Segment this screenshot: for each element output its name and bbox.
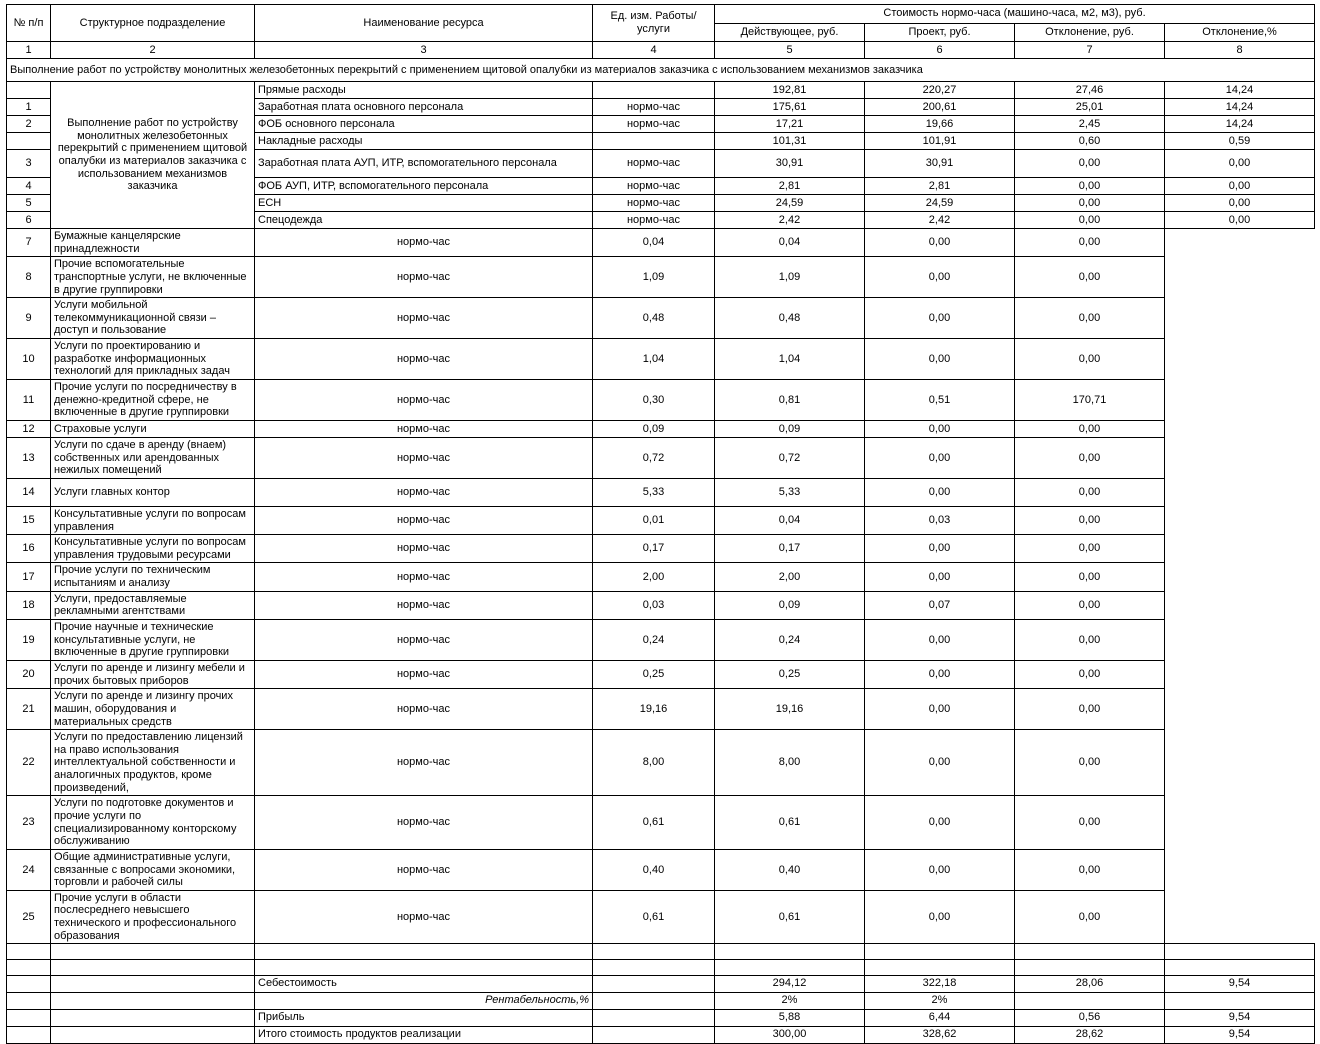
resource-name: Услуги по аренде и лизингу мебели и прочих бытовых приборов [51, 660, 255, 688]
value-pct: 0,00 [1165, 150, 1315, 178]
value-cur: 0,17 [593, 535, 715, 563]
resource-name: Общие административные услуги, связанные с вопросами экономики, торговли и рабочей силы [51, 849, 255, 890]
spacer-cell [865, 944, 1015, 960]
resource-name: Заработная плата основного персонала [255, 99, 593, 116]
row-number: 25 [7, 890, 51, 944]
row-number: 15 [7, 506, 51, 534]
row-number: 3 [7, 150, 51, 178]
unit-cell: нормо-час [255, 478, 593, 506]
value-pct: 14,24 [1165, 99, 1315, 116]
resource-name: Услуги по подготовке документов и прочие услуги по специализированному конторскому обслуживанию [51, 796, 255, 850]
resource-name: ФОБ основного персонала [255, 116, 593, 133]
value-dev: 0,00 [1015, 150, 1165, 178]
spacer-cell [7, 960, 51, 976]
resource-name: Услуги мобильной телекоммуникационной связи – доступ и пользование [51, 298, 255, 339]
row-number: 16 [7, 535, 51, 563]
value-proj: 0,25 [715, 660, 865, 688]
header-cell-no: № п/п [7, 5, 51, 42]
value-dev: 0,00 [865, 339, 1015, 380]
value-dev: 0,51 [865, 380, 1015, 421]
value-cur: 1,04 [593, 339, 715, 380]
value-cur: 24,59 [715, 195, 865, 212]
spacer-cell [51, 960, 255, 976]
total-value-cur: 2% [715, 992, 865, 1009]
value-proj: 0,17 [715, 535, 865, 563]
total-value-cur: 300,00 [715, 1026, 865, 1043]
value-pct: 0,00 [1015, 620, 1165, 661]
value-dev: 0,00 [865, 730, 1015, 796]
resource-name: Услуги по сдаче в аренду (внаем) собственных или арендованных нежилых помещений [51, 437, 255, 478]
value-cur: 0,72 [593, 437, 715, 478]
row-number: 6 [7, 212, 51, 229]
resource-name: Услуги по аренде и лизингу прочих машин, оборудования и материальных средств [51, 689, 255, 730]
department-cell-empty [51, 1026, 255, 1043]
table-row [7, 620, 1315, 661]
unit-cell: нормо-час [255, 849, 593, 890]
unit-cell: нормо-час [255, 437, 593, 478]
header-cell-department: Структурное подразделение [51, 5, 255, 42]
value-dev: 0,00 [865, 437, 1015, 478]
row-number: 18 [7, 591, 51, 619]
total-value-proj: 6,44 [865, 1009, 1015, 1026]
header-cell-resource: Наименование ресурса [255, 5, 593, 42]
value-dev: 27,46 [1015, 82, 1165, 99]
value-pct: 0,00 [1015, 339, 1165, 380]
value-proj: 2,00 [715, 563, 865, 591]
row-number: 21 [7, 689, 51, 730]
column-number: 1 [7, 42, 51, 59]
total-label: Прибыль [255, 1009, 593, 1026]
unit-cell [593, 1009, 715, 1026]
resource-name: Прямые расходы [255, 82, 593, 99]
resource-name: Прочие услуги по техническим испытаниям и анализу [51, 563, 255, 591]
row-number [7, 975, 51, 992]
value-dev: 0,03 [865, 506, 1015, 534]
total-value-dev: 28,06 [1015, 975, 1165, 992]
value-cur: 0,61 [593, 890, 715, 944]
value-pct: 0,00 [1015, 535, 1165, 563]
unit-cell: нормо-час [593, 116, 715, 133]
value-dev: 2,45 [1015, 116, 1165, 133]
unit-cell [593, 975, 715, 992]
value-pct: 0,00 [1165, 195, 1315, 212]
spacer-cell [1165, 960, 1315, 976]
value-proj: 0,04 [715, 229, 865, 257]
value-proj: 19,16 [715, 689, 865, 730]
value-cur: 8,00 [593, 730, 715, 796]
row-number: 14 [7, 478, 51, 506]
value-pct: 14,24 [1165, 82, 1315, 99]
spacer-cell [865, 960, 1015, 976]
header-cell-cost-group: Стоимость нормо-часа (машино-часа, м2, м3), руб. [715, 5, 1315, 24]
table-row [7, 660, 1315, 688]
column-number: 8 [1165, 42, 1315, 59]
value-cur: 175,61 [715, 99, 865, 116]
row-number: 9 [7, 298, 51, 339]
value-pct: 0,00 [1165, 212, 1315, 229]
resource-name: Услуги по проектированию и разработке информационных технологий для прикладных задач [51, 339, 255, 380]
row-number: 19 [7, 620, 51, 661]
total-value-dev: 0,56 [1015, 1009, 1165, 1026]
value-cur: 0,61 [593, 796, 715, 850]
total-value-pct: 9,54 [1165, 1009, 1315, 1026]
total-value-pct: 9,54 [1165, 975, 1315, 992]
value-proj: 0,40 [715, 849, 865, 890]
value-proj: 0,09 [715, 591, 865, 619]
table-header-row [7, 5, 1315, 24]
column-number-row [7, 42, 1315, 59]
value-dev: 0,00 [865, 478, 1015, 506]
total-value-proj: 328,62 [865, 1026, 1015, 1043]
value-proj: 101,91 [865, 133, 1015, 150]
value-proj: 0,09 [715, 420, 865, 437]
column-number: 2 [51, 42, 255, 59]
value-cur: 192,81 [715, 82, 865, 99]
value-proj: 0,72 [715, 437, 865, 478]
value-dev: 0,00 [865, 796, 1015, 850]
row-number [7, 1026, 51, 1043]
value-pct: 0,00 [1015, 298, 1165, 339]
header-cell-current: Действующее, руб. [715, 23, 865, 42]
spacer-cell [1165, 944, 1315, 960]
total-label: Итого стоимость продуктов реализации [255, 1026, 593, 1043]
unit-cell: нормо-час [255, 591, 593, 619]
resource-name: ЕСН [255, 195, 593, 212]
total-value-cur: 5,88 [715, 1009, 865, 1026]
row-number: 8 [7, 257, 51, 298]
value-dev: 0,00 [865, 229, 1015, 257]
row-number: 20 [7, 660, 51, 688]
row-number: 7 [7, 229, 51, 257]
table-row [7, 535, 1315, 563]
resource-name: Услуги, предоставляемые рекламными агентствами [51, 591, 255, 619]
row-number [7, 82, 51, 99]
row-number: 5 [7, 195, 51, 212]
header-cell-unit: Ед. изм. Работы/ услуги [593, 5, 715, 42]
unit-cell [593, 1026, 715, 1043]
unit-cell: нормо-час [255, 298, 593, 339]
value-cur: 0,25 [593, 660, 715, 688]
column-number: 5 [715, 42, 865, 59]
value-dev: 25,01 [1015, 99, 1165, 116]
value-proj: 0,61 [715, 796, 865, 850]
table-row [7, 478, 1315, 506]
value-cur: 5,33 [593, 478, 715, 506]
unit-cell: нормо-час [593, 99, 715, 116]
value-dev: 0,00 [1015, 212, 1165, 229]
value-dev: 0,00 [865, 849, 1015, 890]
total-label: Себестоимость [255, 975, 593, 992]
table-row [7, 506, 1315, 534]
table-row [7, 257, 1315, 298]
total-value-proj: 322,18 [865, 975, 1015, 992]
value-cur: 2,00 [593, 563, 715, 591]
resource-name: Консультативные услуги по вопросам управления [51, 506, 255, 534]
column-number: 3 [255, 42, 593, 59]
value-dev: 0,00 [865, 620, 1015, 661]
value-pct: 0,00 [1015, 478, 1165, 506]
cost-table [6, 4, 1315, 1044]
value-pct: 0,59 [1165, 133, 1315, 150]
department-cell-empty [51, 975, 255, 992]
unit-cell [593, 133, 715, 150]
column-number: 4 [593, 42, 715, 59]
total-value-cur: 294,12 [715, 975, 865, 992]
total-row [7, 1026, 1315, 1043]
unit-cell: нормо-час [255, 796, 593, 850]
value-cur: 0,09 [593, 420, 715, 437]
value-pct: 0,00 [1015, 730, 1165, 796]
value-cur: 2,81 [715, 178, 865, 195]
table-row [7, 730, 1315, 796]
resource-name: Страховые услуги [51, 420, 255, 437]
table-row [7, 849, 1315, 890]
value-proj: 220,27 [865, 82, 1015, 99]
value-proj: 0,04 [715, 506, 865, 534]
spacer-cell [593, 944, 715, 960]
spacer-row [7, 944, 1315, 960]
value-proj: 200,61 [865, 99, 1015, 116]
value-dev: 0,00 [1015, 178, 1165, 195]
unit-cell: нормо-час [255, 660, 593, 688]
row-number: 11 [7, 380, 51, 421]
resource-name: Услуги по предоставлению лицензий на право использования интеллектуальной собственности и аналогичных продуктов, кроме произведений, [51, 730, 255, 796]
row-number: 24 [7, 849, 51, 890]
total-row [7, 1009, 1315, 1026]
unit-cell: нормо-час [255, 229, 593, 257]
unit-cell: нормо-час [593, 178, 715, 195]
row-number: 10 [7, 339, 51, 380]
unit-cell: нормо-час [255, 563, 593, 591]
resource-name: Бумажные канцелярские принадлежности [51, 229, 255, 257]
unit-cell: нормо-час [255, 257, 593, 298]
unit-cell: нормо-час [255, 380, 593, 421]
value-proj: 0,81 [715, 380, 865, 421]
unit-cell [593, 82, 715, 99]
value-pct: 170,71 [1015, 380, 1165, 421]
value-dev: 0,00 [1015, 195, 1165, 212]
resource-name: Прочие услуги в области послесреднего невысшего технического и профессионального образования [51, 890, 255, 944]
value-proj: 30,91 [865, 150, 1015, 178]
total-row [7, 975, 1315, 992]
table-row [7, 82, 1315, 99]
value-pct: 0,00 [1015, 660, 1165, 688]
table-row [7, 890, 1315, 944]
value-cur: 0,48 [593, 298, 715, 339]
spacer-cell [1015, 944, 1165, 960]
row-number: 2 [7, 116, 51, 133]
value-proj: 2,81 [865, 178, 1015, 195]
row-number: 17 [7, 563, 51, 591]
value-cur: 0,24 [593, 620, 715, 661]
value-pct: 0,00 [1015, 506, 1165, 534]
value-cur: 19,16 [593, 689, 715, 730]
spacer-cell [593, 960, 715, 976]
table-row [7, 563, 1315, 591]
column-number: 6 [865, 42, 1015, 59]
table-row [7, 229, 1315, 257]
unit-cell: нормо-час [255, 420, 593, 437]
spacer-cell [255, 960, 593, 976]
spacer-cell [715, 960, 865, 976]
department-cell: Выполнение работ по устройству монолитных железобетонных перекрытий с применением щитовой опалубки из материалов заказчика с использованием механизмов заказчика [51, 82, 255, 229]
resource-name: Накладные расходы [255, 133, 593, 150]
spacer-cell [51, 944, 255, 960]
resource-name: Консультативные услуги по вопросам управления трудовыми ресурсами [51, 535, 255, 563]
value-cur: 30,91 [715, 150, 865, 178]
value-proj: 24,59 [865, 195, 1015, 212]
unit-cell: нормо-час [593, 150, 715, 178]
spacer-row [7, 960, 1315, 976]
value-dev: 0,00 [865, 563, 1015, 591]
value-proj: 5,33 [715, 478, 865, 506]
value-cur: 1,09 [593, 257, 715, 298]
unit-cell: нормо-час [255, 620, 593, 661]
spacer-cell [255, 944, 593, 960]
value-pct: 0,00 [1165, 178, 1315, 195]
spacer-cell [7, 944, 51, 960]
value-dev: 0,07 [865, 591, 1015, 619]
value-pct: 0,00 [1015, 229, 1165, 257]
value-pct: 0,00 [1015, 257, 1165, 298]
unit-cell: нормо-час [593, 212, 715, 229]
header-cell-project: Проект, руб. [865, 23, 1015, 42]
value-cur: 0,03 [593, 591, 715, 619]
table-row [7, 380, 1315, 421]
table-row [7, 591, 1315, 619]
unit-cell: нормо-час [255, 339, 593, 380]
resource-name: Спецодежда [255, 212, 593, 229]
unit-cell: нормо-час [593, 195, 715, 212]
page-title: Выполнение работ по устройству монолитных железобетонных перекрытий с применением щитовой опалубки из материалов заказчика с использованием механизмов заказчика [7, 59, 1315, 82]
unit-cell: нормо-час [255, 535, 593, 563]
value-pct: 0,00 [1015, 796, 1165, 850]
value-dev: 0,00 [865, 890, 1015, 944]
table-row [7, 420, 1315, 437]
value-cur: 101,31 [715, 133, 865, 150]
department-cell-empty [51, 1009, 255, 1026]
value-dev: 0,00 [865, 535, 1015, 563]
unit-cell: нормо-час [255, 506, 593, 534]
value-pct: 0,00 [1015, 437, 1165, 478]
value-proj: 8,00 [715, 730, 865, 796]
total-value-pct: 9,54 [1165, 1026, 1315, 1043]
resource-name: Прочие услуги по посредничеству в денежно-кредитной сфере, не включенные в другие группировки [51, 380, 255, 421]
value-cur: 17,21 [715, 116, 865, 133]
value-cur: 0,30 [593, 380, 715, 421]
unit-cell: нормо-час [255, 689, 593, 730]
value-proj: 0,61 [715, 890, 865, 944]
total-label: Рентабельность,% [255, 992, 593, 1009]
document-title-row [7, 59, 1315, 82]
value-cur: 2,42 [715, 212, 865, 229]
value-dev: 0,00 [865, 689, 1015, 730]
value-cur: 0,01 [593, 506, 715, 534]
header-cell-deviation-rub: Отклонение, руб. [1015, 23, 1165, 42]
value-pct: 0,00 [1015, 420, 1165, 437]
value-proj: 0,24 [715, 620, 865, 661]
table-row [7, 298, 1315, 339]
row-number [7, 133, 51, 150]
row-number [7, 1009, 51, 1026]
value-pct: 0,00 [1015, 591, 1165, 619]
table-row [7, 437, 1315, 478]
value-cur: 0,40 [593, 849, 715, 890]
row-number: 4 [7, 178, 51, 195]
resource-name: ФОБ АУП, ИТР, вспомогательного персонала [255, 178, 593, 195]
table-row [7, 689, 1315, 730]
resource-name: Прочие вспомогательные транспортные услуги, не включенные в другие группировки [51, 257, 255, 298]
resource-name: Прочие научные и технические консультативные услуги, не включенные в другие группировки [51, 620, 255, 661]
value-pct: 14,24 [1165, 116, 1315, 133]
unit-cell: нормо-час [255, 890, 593, 944]
total-value-proj: 2% [865, 992, 1015, 1009]
table-row [7, 339, 1315, 380]
spacer-cell [1015, 960, 1165, 976]
value-dev: 0,00 [865, 660, 1015, 688]
table-row [7, 796, 1315, 850]
value-proj: 0,48 [715, 298, 865, 339]
value-proj: 2,42 [865, 212, 1015, 229]
resource-name: Заработная плата АУП, ИТР, вспомогательного персонала [255, 150, 593, 178]
column-number: 7 [1015, 42, 1165, 59]
value-pct: 0,00 [1015, 563, 1165, 591]
header-cell-deviation-pct: Отклонение,% [1165, 23, 1315, 42]
spacer-cell [715, 944, 865, 960]
value-dev: 0,00 [865, 420, 1015, 437]
row-number: 12 [7, 420, 51, 437]
row-number: 23 [7, 796, 51, 850]
value-cur: 0,04 [593, 229, 715, 257]
unit-cell: нормо-час [255, 730, 593, 796]
value-pct: 0,00 [1015, 890, 1165, 944]
value-proj: 19,66 [865, 116, 1015, 133]
value-dev: 0,00 [865, 257, 1015, 298]
total-value-dev: 28,62 [1015, 1026, 1165, 1043]
resource-name: Услуги главных контор [51, 478, 255, 506]
value-dev: 0,60 [1015, 133, 1165, 150]
row-number: 13 [7, 437, 51, 478]
value-proj: 1,04 [715, 339, 865, 380]
row-number: 1 [7, 99, 51, 116]
value-pct: 0,00 [1015, 689, 1165, 730]
value-proj: 1,09 [715, 257, 865, 298]
row-number: 22 [7, 730, 51, 796]
value-dev: 0,00 [865, 298, 1015, 339]
value-pct: 0,00 [1015, 849, 1165, 890]
